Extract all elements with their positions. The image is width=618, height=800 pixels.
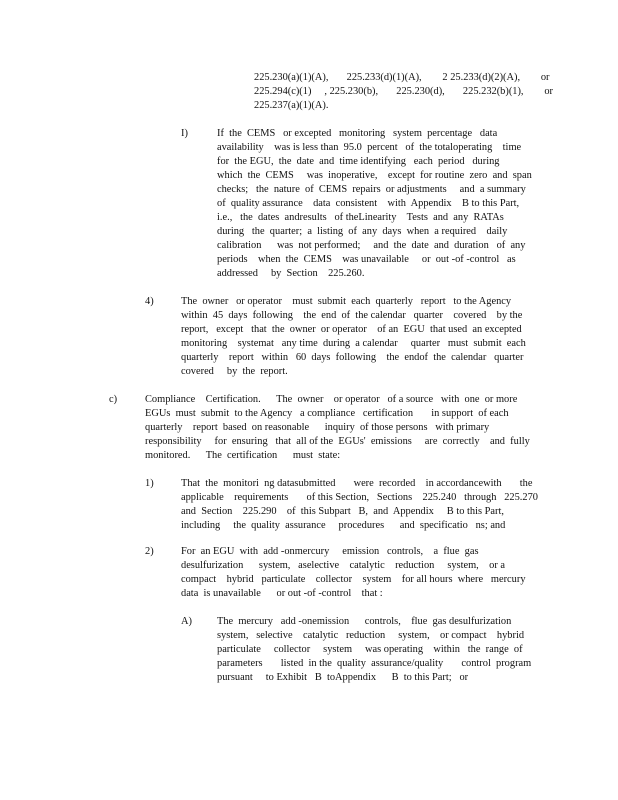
citation-continuation (254, 71, 553, 113)
text-line: which the CEMS was inoperative, except for routine zero and span (217, 170, 532, 181)
text-line: applicable requirements of this Section, Sections 225.240 through 225.270 (181, 492, 538, 503)
item-label-I: I) (181, 128, 188, 139)
text-line: of quality assurance data consistent with Appendix B to this Part, (217, 198, 520, 209)
text-line: 225.230(a)(1)(A), 225.233(d)(1)(A), 2 25.233(d)(2)(A), or (254, 72, 550, 83)
text-line: monitored. The certification must state: (145, 450, 341, 461)
text-line: within 45 days following the end of the calendar quarter covered by the (181, 310, 523, 321)
text-line: If the CEMS or excepted monitoring system percentage data (217, 128, 498, 139)
text-line: i.e., the dates andresults of theLinearity Tests and any RATAs (217, 212, 504, 223)
text-line: The owner or operator must submit each quarterly report to the Agency (181, 296, 512, 307)
item-label-c1: 1) (145, 478, 154, 489)
text-line: periods when the CEMS was unavailable or out -of -control as (217, 254, 516, 265)
text-line: calibration was not performed; and the date and duration of any (217, 240, 526, 251)
item-I-text (217, 127, 535, 281)
text-line: That the monitori ng datasubmitted were recorded in accordancewith the (181, 478, 533, 489)
text-line: EGUs must submit to the Agency a compliance certification in support of each (145, 408, 509, 419)
text-line: responsibility for ensuring that all of the EGUs' emissions are correctly and fully (145, 436, 530, 447)
text-line: compact hybrid particulate collector system for all hours where mercury (181, 574, 526, 585)
text-line: covered by the report. (181, 366, 288, 377)
text-line: quarterly report based on reasonable inquiry of those persons with primary (145, 422, 490, 433)
text-line: availability was is less than 95.0 percent of the totaloperating time (217, 142, 522, 153)
text-line: data is unavailable or out -of -control that : (181, 588, 383, 599)
text-line: checks; the nature of CEMS repairs or adjustments and a summary (217, 184, 526, 195)
text-line: during the quarter; a listing of any days when a required daily (217, 226, 508, 237)
item-c1-text (181, 477, 538, 533)
item-c2A-text (217, 615, 535, 685)
text-line: system, selective catalytic reduction system, or compact hybrid (217, 630, 525, 641)
text-line: For an EGU with add -onmercury emission controls, a flue gas (181, 546, 479, 557)
text-line: and Section 225.290 of this Subpart B, and Appendix B to this Part, (181, 506, 504, 517)
text-line: 225.237(a)(1)(A). (254, 100, 329, 111)
text-line: quarterly report within 60 days following the endof the calendar quarter (181, 352, 524, 363)
text-line: for the EGU, the date and time identifying each period during (217, 156, 500, 167)
text-line: including the quality assurance procedures and specificatio ns; and (181, 520, 506, 531)
item-c-text (145, 393, 535, 463)
item-label-4: 4) (145, 296, 154, 307)
text-line: report, except that the owner or operator of an EGU that used an excepted (181, 324, 522, 335)
item-label-c2A: A) (181, 616, 192, 627)
text-line: Compliance Certification. The owner or operator of a source with one or more (145, 394, 518, 405)
text-line: 225.294(c)(1) , 225.230(b), 225.230(d), 225.232(b)(1), or (254, 86, 553, 97)
text-line: The mercury add -onemission controls, flue gas desulfurization (217, 616, 512, 627)
item-c2-text (181, 545, 535, 601)
item-label-c2: 2) (145, 546, 154, 557)
text-line: desulfurization system, aselective catalytic reduction system, or a (181, 560, 506, 571)
item-4-text (181, 295, 535, 379)
text-line: monitoring systemat any time during a calendar quarter must submit each (181, 338, 526, 349)
text-line: pursuant to Exhibit B toAppendix B to this Part; or (217, 672, 469, 683)
text-line: parameters listed in the quality assurance/quality control program (217, 658, 532, 669)
text-line: particulate collector system was operating within the range of (217, 644, 523, 655)
text-line: addressed by Section 225.260. (217, 268, 365, 279)
item-label-c: c) (109, 394, 118, 405)
